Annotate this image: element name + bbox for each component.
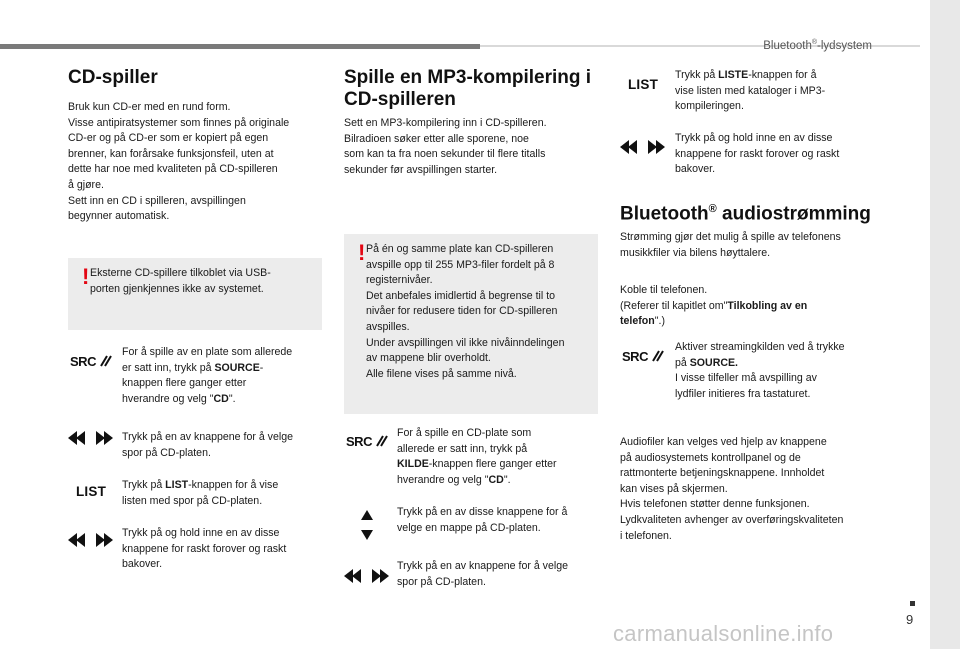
warning-icon: ! (358, 240, 366, 265)
mp3-warning-text: På én og samme plate kan CD-spilleren avspille opp til 255 MP3-filer fordelt på 8 registernivåer. Det anbefales imidlertid å begrense til to nivåer for redusere tiden for CD-spilleren avspilles. Under avspillingen vil ikke nivåinndelingen av mappene blir overholdt. Alle filene vises på samme nivå. (366, 243, 565, 380)
header-rule (0, 44, 480, 49)
cd-player-intro: Bruk kun CD-er med en rund form. Visse antipiratsystemer som finnes på originale CD-er og på CD-er som er kopiert på egen brenner, kan forårsake funksjonsfeil, uten at dette har noe med kvaliteten på CD-spilleren å gjøre. Sett inn en CD i spilleren, avspillingen begynner automatisk. (68, 101, 290, 223)
page-number: 9 (906, 612, 914, 627)
streaming-outro: Audiofiler kan velges ved hjelp av knappene på audiosystemets kontrollpanel og de rattmonterte betjeningsknappene. Innholdet kan vises på skjermen. Hvis telefonen støtter denne funksjonen. Lydkvaliteten avhenger av overføringskvaliteten i telefonen. (620, 436, 844, 542)
page-edge-band (930, 0, 960, 649)
mp3-heading: Spille en MP3-kompilering i CD-spilleren (344, 67, 592, 110)
cd-player-heading: CD-spiller (68, 67, 158, 88)
header-title: Bluetooth®-lydsystem (763, 39, 872, 52)
source-button-icon: SRC (344, 430, 390, 452)
cd-warning-text: Eksterne CD-spillere tilkoblet via USB- porten gjenkjennes ikke av systemet. (90, 267, 271, 295)
mp3-warning-box (344, 234, 598, 414)
cd-step-list: Trykk på LIST-knappen for å vise listen med spor på CD-platen. (122, 479, 279, 507)
fast-forward-rewind-icon (66, 530, 116, 550)
cd-step-fast-seek: Trykk på og hold inne en av disse knappene for raskt forover og raskt bakover. (122, 527, 287, 571)
list-button-icon: LIST (75, 483, 107, 499)
cd-warning-box (68, 258, 322, 330)
fast-forward-rewind-icon (618, 137, 668, 157)
footer-marker (910, 601, 915, 606)
cd-step-select-track: Trykk på en av knappene for å velge spor på CD-platen. (122, 431, 293, 459)
source-button-icon: SRC (68, 350, 114, 372)
cd-step-source: For å spille av en plate som allerede er satt inn, trykk på SOURCE- knappen flere ganger etter hverandre og velg "CD". (122, 346, 293, 405)
bluetooth-streaming-heading: Bluetooth® audiostrømming (620, 203, 871, 225)
up-down-arrows-icon (358, 508, 376, 542)
mp3-step-fast-seek: Trykk på og hold inne en av disse knappene for raskt forover og raskt bakover. (675, 132, 840, 176)
streaming-pair-phone: Koble til telefonen. (Referer til kapitlet om"Tilkobling av en telefon".) (620, 284, 808, 328)
mp3-step-list: Trykk på LISTE-knappen for å vise listen med kataloger i MP3- kompileringen. (675, 69, 826, 113)
mp3-step-track: Trykk på en av knappene for å velge spor på CD-platen. (397, 560, 568, 588)
streaming-step-source: Aktiver streamingkilden ved å trykke på SOURCE. I visse tilfeller må avspilling av lydfiler initieres fra tastaturet. (675, 341, 845, 400)
site-watermark: carmanualsonline.info (613, 621, 834, 646)
list-button-icon: LIST (627, 76, 659, 92)
warning-icon: ! (82, 264, 90, 289)
seek-buttons-icon (342, 566, 392, 586)
source-button-icon: SRC (620, 345, 666, 367)
streaming-intro: Strømming gjør det mulig å spille av telefonens musikkfiler via bilens høyttalere. (620, 231, 841, 259)
seek-buttons-icon (66, 428, 116, 448)
mp3-intro: Sett en MP3-kompilering inn i CD-spilleren. Bilradioen søker etter alle sporene, noe som kan ta fra noen sekunder til flere titalls sekunder før avspillingen starter. (344, 117, 547, 176)
mp3-step-source: For å spille en CD-plate som allerede er satt inn, trykk på KILDE-knappen flere ganger etter hverandre og velg "CD". (397, 427, 557, 486)
mp3-step-folder: Trykk på en av disse knappene for å velge en mappe på CD-platen. (397, 506, 568, 534)
